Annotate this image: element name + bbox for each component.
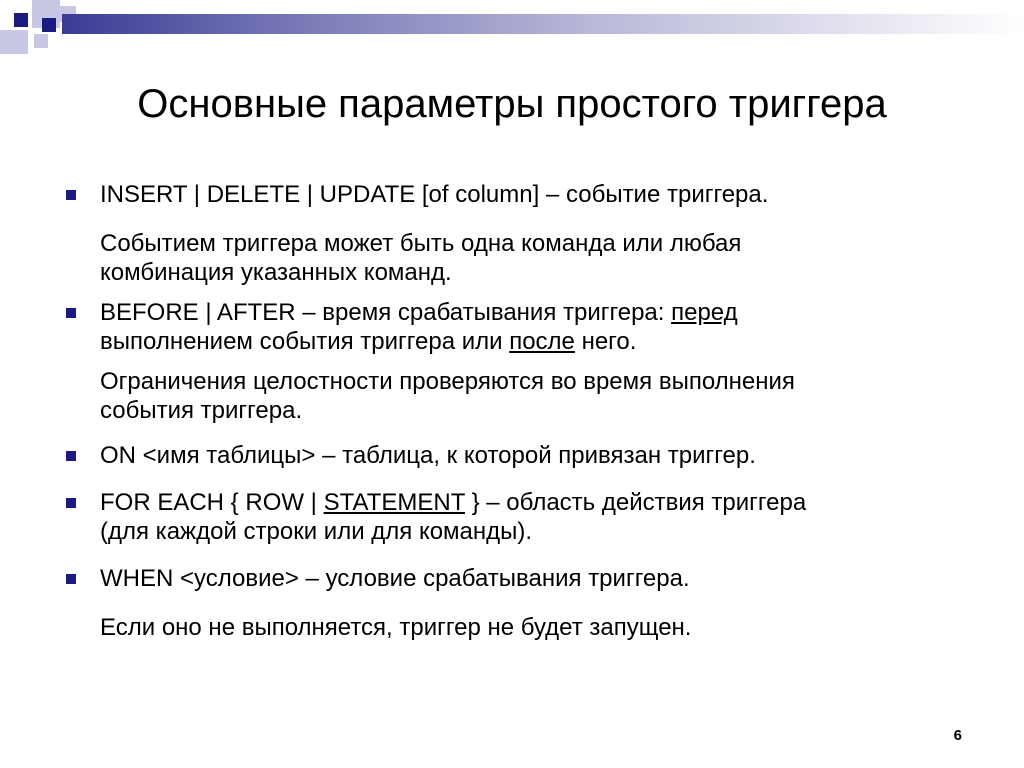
bullet-square-icon xyxy=(66,190,76,200)
deco-square xyxy=(0,30,28,54)
deco-square xyxy=(14,13,28,27)
slide-number: 6 xyxy=(953,727,962,744)
slide-title: Основные параметры простого триггера xyxy=(137,82,887,126)
bullet-text-continued: (для каждой строки или для команды). xyxy=(100,518,533,545)
deco-square xyxy=(42,18,56,32)
bullet-square-icon xyxy=(66,308,76,318)
text-span: него. xyxy=(574,328,637,355)
bullet-text: INSERT | DELETE | UPDATE [of column] – событие триггера. xyxy=(100,181,769,208)
deco-square xyxy=(34,34,48,48)
bullet-square-icon xyxy=(66,574,76,584)
bullet-text xyxy=(100,488,980,517)
header-gradient-bar xyxy=(62,14,1024,34)
text-span: } – область действия триггера xyxy=(464,489,807,516)
bullet-text: WHEN <условие> – условие срабатывания триггера. xyxy=(100,565,690,592)
bullet-square-icon xyxy=(66,451,76,461)
note-line: события триггера. xyxy=(100,397,303,424)
bullet-text: ON <имя таблицы> – таблица, к которой привязан триггер. xyxy=(100,442,756,469)
bullet-text-continued xyxy=(100,327,980,356)
note-line: комбинация указанных команд. xyxy=(100,259,452,286)
text-span: BEFORE | AFTER – время срабатывания триггера: xyxy=(100,299,672,326)
note-line: Если оно не выполняется, триггер не будет запущен. xyxy=(100,614,692,641)
underlined-word: STATEMENT xyxy=(323,489,465,516)
bullet-square-icon xyxy=(66,498,76,508)
text-span: FOR EACH { ROW | xyxy=(100,489,324,516)
text-span: выполнением события триггера или xyxy=(100,328,510,355)
underlined-word: после xyxy=(509,328,575,355)
bullet-text xyxy=(100,298,980,327)
note-line: Ограничения целостности проверяются во время выполнения xyxy=(100,368,795,395)
note-line: Событием триггера может быть одна команда или любая xyxy=(100,230,742,257)
underlined-word: перед xyxy=(671,299,738,326)
